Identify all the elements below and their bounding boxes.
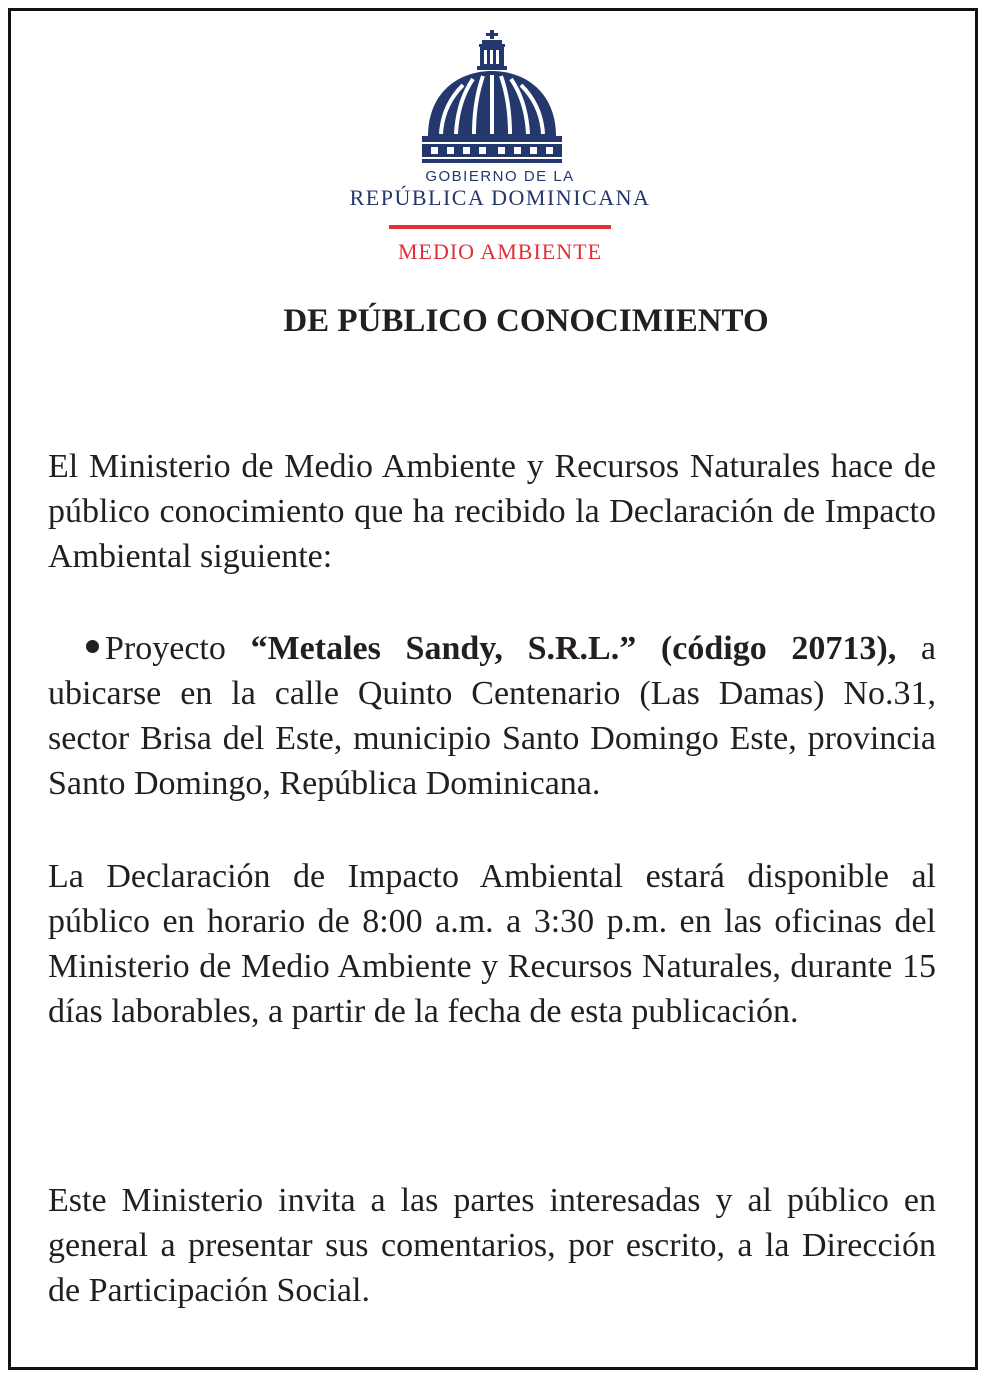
bullet-icon — [86, 640, 99, 653]
project-name: “Metales Sandy, S.R.L.” (código 20713), — [250, 630, 897, 667]
paragraph-intro: El Ministerio de Medio Ambiente y Recursos Naturales hace de público conocimiento que ha recibido la Declaración de Impacto Ambiental siguiente: — [48, 448, 936, 575]
project-bullet — [48, 626, 936, 806]
logo-line-republica: REPÚBLICA DOMINICANA — [349, 185, 651, 210]
paragraph-availability: La Declaración de Impacto Ambiental estará disponible al público en horario de 8:00 a.m. a 3:30 p.m. en las oficinas del Ministerio de Medio Ambiente y Recursos Naturales, durante 15 días laborables, a partir de la fecha de esta publicación. — [48, 858, 936, 1030]
bullet-location: a ubicarse en la calle Quinto Centenario (Las Damas) No.31, sector Brisa del Este, municipio Santo Domingo Este, provincia Santo Domingo, República Dominicana. — [48, 630, 937, 802]
bullet-prefix: Proyecto — [105, 630, 251, 667]
logo-line-gobierno: GOBIERNO DE LA — [425, 168, 575, 185]
government-logo — [0, 28, 984, 265]
logo-divider — [389, 225, 611, 229]
notice-heading: DE PÚBLICO CONOCIMIENTO — [283, 303, 769, 339]
dome-emblem — [417, 28, 567, 166]
logo-ministry-name: MEDIO AMBIENTE — [397, 239, 603, 264]
paragraph-invitation: Este Ministerio invita a las partes interesadas y al público en general a presentar sus comentarios, por escrito, a la Dirección de Participación Social. — [48, 1182, 936, 1309]
